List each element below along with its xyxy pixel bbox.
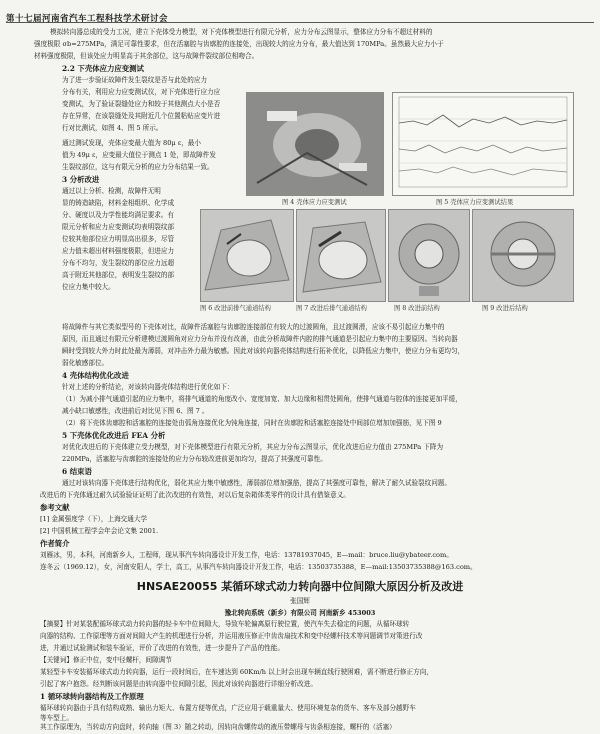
text-line: 针对上述的分析结论，对该转向器壳体结构进行优化如下： bbox=[62, 383, 234, 391]
para1-line: 材料强度极限，但该处应力明显高于其余部位，这与故障件裂纹部位相吻合。 bbox=[34, 52, 259, 60]
authors-title: 作者简介 bbox=[40, 539, 70, 548]
text-line: 分、硬度以及力学性能均满足要求。有 bbox=[62, 211, 175, 219]
text-line: 行对比测试，如图 4、图 5 所示。 bbox=[62, 124, 163, 132]
section-title: 5 下壳体优化改进后 FEA 分析 bbox=[62, 431, 166, 440]
reference-item: [2] 中国机械工程学会年会论文集 2001. bbox=[40, 527, 159, 535]
text-line: 值为 49μ ε，应变最大值位于测点 1 处，即故障件发 bbox=[62, 151, 216, 159]
text-line: 220MPa，活塞腔与齿廓腔的连接处的应力分布较改进前更加均匀，提高了其强度可靠性。 bbox=[62, 455, 327, 463]
text-line: 弱化敏感部位。 bbox=[62, 359, 109, 367]
text-line: 改进后的下壳体通过耐久试验验证证明了此次改进的有效性，对以后复杂箱体类零件的设计具有借鉴意义。 bbox=[40, 491, 350, 499]
paper2-title: HNSAE20055 某循环球式动力转向器中位间隙大原因分析及改进 bbox=[136, 580, 464, 593]
section-title: 4 壳体结构优化改进 bbox=[62, 371, 129, 380]
reference-item: [1] 金属强度学（下），上海交通大学 bbox=[40, 515, 148, 523]
figure-8-image bbox=[388, 209, 470, 302]
figure-4-caption: 图 4 壳体应力应变测试 bbox=[282, 199, 347, 206]
para1-line: 模拟转向器总成的受力工况，建立下壳体受力模型，对下壳体模型进行有限元分析，应力分布云图显示，整体应力分布不超过材料的 bbox=[50, 28, 433, 36]
conference-title: 第十七届河南省汽车工程科技学术研讨会 bbox=[6, 14, 169, 24]
intro-line: 某轻型卡车安装循环球式动力转向器，运行一段时间后，在车速达到 60Km/h 以上时会出现车辆直线行驶困难，需不断进行修正方向， bbox=[40, 668, 433, 676]
figure-4-photo bbox=[246, 92, 384, 196]
figure-5-caption: 图 5 壳体应力应变测试结果 bbox=[436, 199, 514, 206]
section-title: 1 循环球转向器结构及工作原理 bbox=[40, 692, 144, 701]
text-line: 瞬时受到较大外力时此处最为薄弱，对冲击外力最为敏感。因此对该转向器壳体结构进行拓补优化，以降低应力集中，使应力分布更均匀， bbox=[62, 347, 465, 355]
references-title: 参考文献 bbox=[40, 503, 70, 512]
text-line: （2）将下壳体齿廓腔和活塞腔的连接处由弧角连接优化为钝角连接，同时在齿廓腔和活塞腔连接处中间部位增加加强筋，见下图 9 bbox=[62, 419, 442, 427]
intro-line: 引起了客户抱怨。经判断该问题是由转向器中位间隙引起，因此对该转向器进行详细分析改进。 bbox=[40, 680, 317, 688]
figure-7-image bbox=[296, 209, 386, 302]
text-line: 变测试，为了验证裂缝处应力和较于其他测点大小是否 bbox=[62, 100, 221, 108]
section-title: 3 分析改进 bbox=[62, 175, 100, 184]
figure-9-caption: 图 9 改进后结构 bbox=[482, 305, 528, 312]
section-title: 6 结束语 bbox=[62, 467, 92, 476]
abstract-line: 【摘要】针对某装配循环球式动力转向器的轻卡车中位间隙大，导致车轮偏离原行驶位置，使汽车失去稳定的问题，从循环球转 bbox=[40, 620, 410, 628]
text-line: 等车型上。 bbox=[40, 714, 73, 722]
figure-7-caption: 图 7 改进后排气通道结构 bbox=[296, 305, 367, 312]
keywords-line: 【关键词】修正中位，变中径螺杆，间隙调节 bbox=[40, 656, 172, 664]
paper2-author: 张国辉 bbox=[290, 597, 310, 605]
text-line: 高于附近其他部位，表明发生裂纹的部 bbox=[62, 271, 175, 279]
para1-line: 强度极限 σb=275MPa，满足可靠性要求，但在活塞腔与齿廓腔的连接处，出现较大的应力分布，最大值达到 170MPa。虽然最大应力小于 bbox=[34, 40, 444, 48]
figure-8-caption: 图 8 改进前结构 bbox=[394, 305, 440, 312]
text-line: 位应力集中较大。 bbox=[62, 283, 115, 291]
text-line: 其工作原理为，当转动方向盘时，转向轴（图 3）随之转动，因转向齿螺传动的液压带螺母与齿条相连接，螺杆的（活塞） bbox=[40, 723, 396, 731]
text-line: 对优化改进后的下壳体建立受力模型，对下壳体模型进行有限元分析，其应力分布云图显示，优化改进后应力值由 275MPa 下降为 bbox=[62, 443, 444, 451]
text-line: 限元分析和应力应变测试均表明裂纹部 bbox=[62, 223, 175, 231]
figure-6-caption: 图 6 改进前排气通道结构 bbox=[200, 305, 271, 312]
text-line: 存在异常，在该裂缝处及其附近几个位置粘贴应变片进 bbox=[62, 112, 221, 120]
abstract-line: 向器的结构、工作原理等方面对间隙大产生的机理进行分析，并运用液压修正中齿齿扇技术和变中经螺杆技术等问题调节对策进行改 bbox=[40, 632, 423, 640]
abstract-line: 进，并通过试验测试和装车验证，评价了改进的有效性，进一步提升了产品的性能。 bbox=[40, 644, 284, 652]
text-line: 循环球转向器由于具有结构成熟、输出力矩大、布置方便等优点，广泛应用于载重量大、使用环境复杂的货车、客车及部分越野车 bbox=[40, 704, 416, 712]
text-line: 应力值未超出材料强度极限，但进应力 bbox=[62, 247, 175, 255]
text-line: 将故障件与其它类似型号的下壳体对比，故障件活塞腔与齿廓腔连接部位有较大的过渡圆角，且过渡圆滑，应该不易引起应力集中的 bbox=[62, 323, 445, 331]
page-header bbox=[6, 6, 594, 23]
text-line: 分布不均匀，发生裂纹的部位应力远超 bbox=[62, 259, 175, 267]
text-line: 显的铸造缺陷，材料金相组织、化学成 bbox=[62, 199, 175, 207]
text-line: （1）为减小排气通道引起的应力集中，将排气通道的角度改小、宽度加宽、加大边缘和相贯处圆角，使排气通道与腔体的连接更加平缓， bbox=[62, 395, 462, 403]
figure-9-image bbox=[472, 209, 574, 302]
section-title: 2.2 下壳体应力应变测试 bbox=[62, 64, 144, 73]
text-line: 通过以上分析、检测，故障件无明 bbox=[62, 187, 161, 195]
text-line: 生裂纹部位，这与有限元分析的应力分布结果一致。 bbox=[62, 163, 214, 171]
text-line: 为了进一步验证故障件发生裂纹是否与此处的应力 bbox=[62, 76, 208, 84]
text-line: 分布有关，利用应力应变测试仪，对下壳体进行应力应 bbox=[62, 88, 221, 96]
text-line: 原因，而且通过有限元分析建模过渡圆角对应力分布并没有改善，由此分析故障件内腔的排气通道是引起应力集中的主要原因。当转向器 bbox=[62, 335, 458, 343]
paper2-affiliation: 豫北转向系统（新乡）有限公司 河南新乡 453003 bbox=[224, 609, 376, 617]
text-line: 通过测试发现，壳体应变最大值为 80μ ε，最小 bbox=[62, 139, 201, 147]
text-line: 通过对该转向器下壳体进行结构优化，弱化其应力集中敏感性，薄弱部位增加强筋，提高了其强度可靠性，解决了耐久试验裂纹问题。 bbox=[62, 479, 452, 487]
text-line: 位较其他部位应力明显高出很多，尽管 bbox=[62, 235, 175, 243]
figure-5-chart bbox=[392, 92, 574, 196]
author-line: 连冬云（1969.12），女，河南安阳人，学士，高工，从事汽车转向器设计开发工作，电话：13503735388，E—mail:13503735388@163.com。 bbox=[40, 563, 477, 571]
author-line: 刘雁冰，男，本科，河南新乡人，工程师，现从事汽车转向器设计开发工作，电话：13781937045，E—mail：bruce.liu@ybateer.com。 bbox=[40, 551, 453, 559]
text-line: 减小缺口敏感性，改进前后对比见下图 6、图 7 。 bbox=[62, 407, 209, 415]
figure-6-image bbox=[200, 209, 294, 302]
